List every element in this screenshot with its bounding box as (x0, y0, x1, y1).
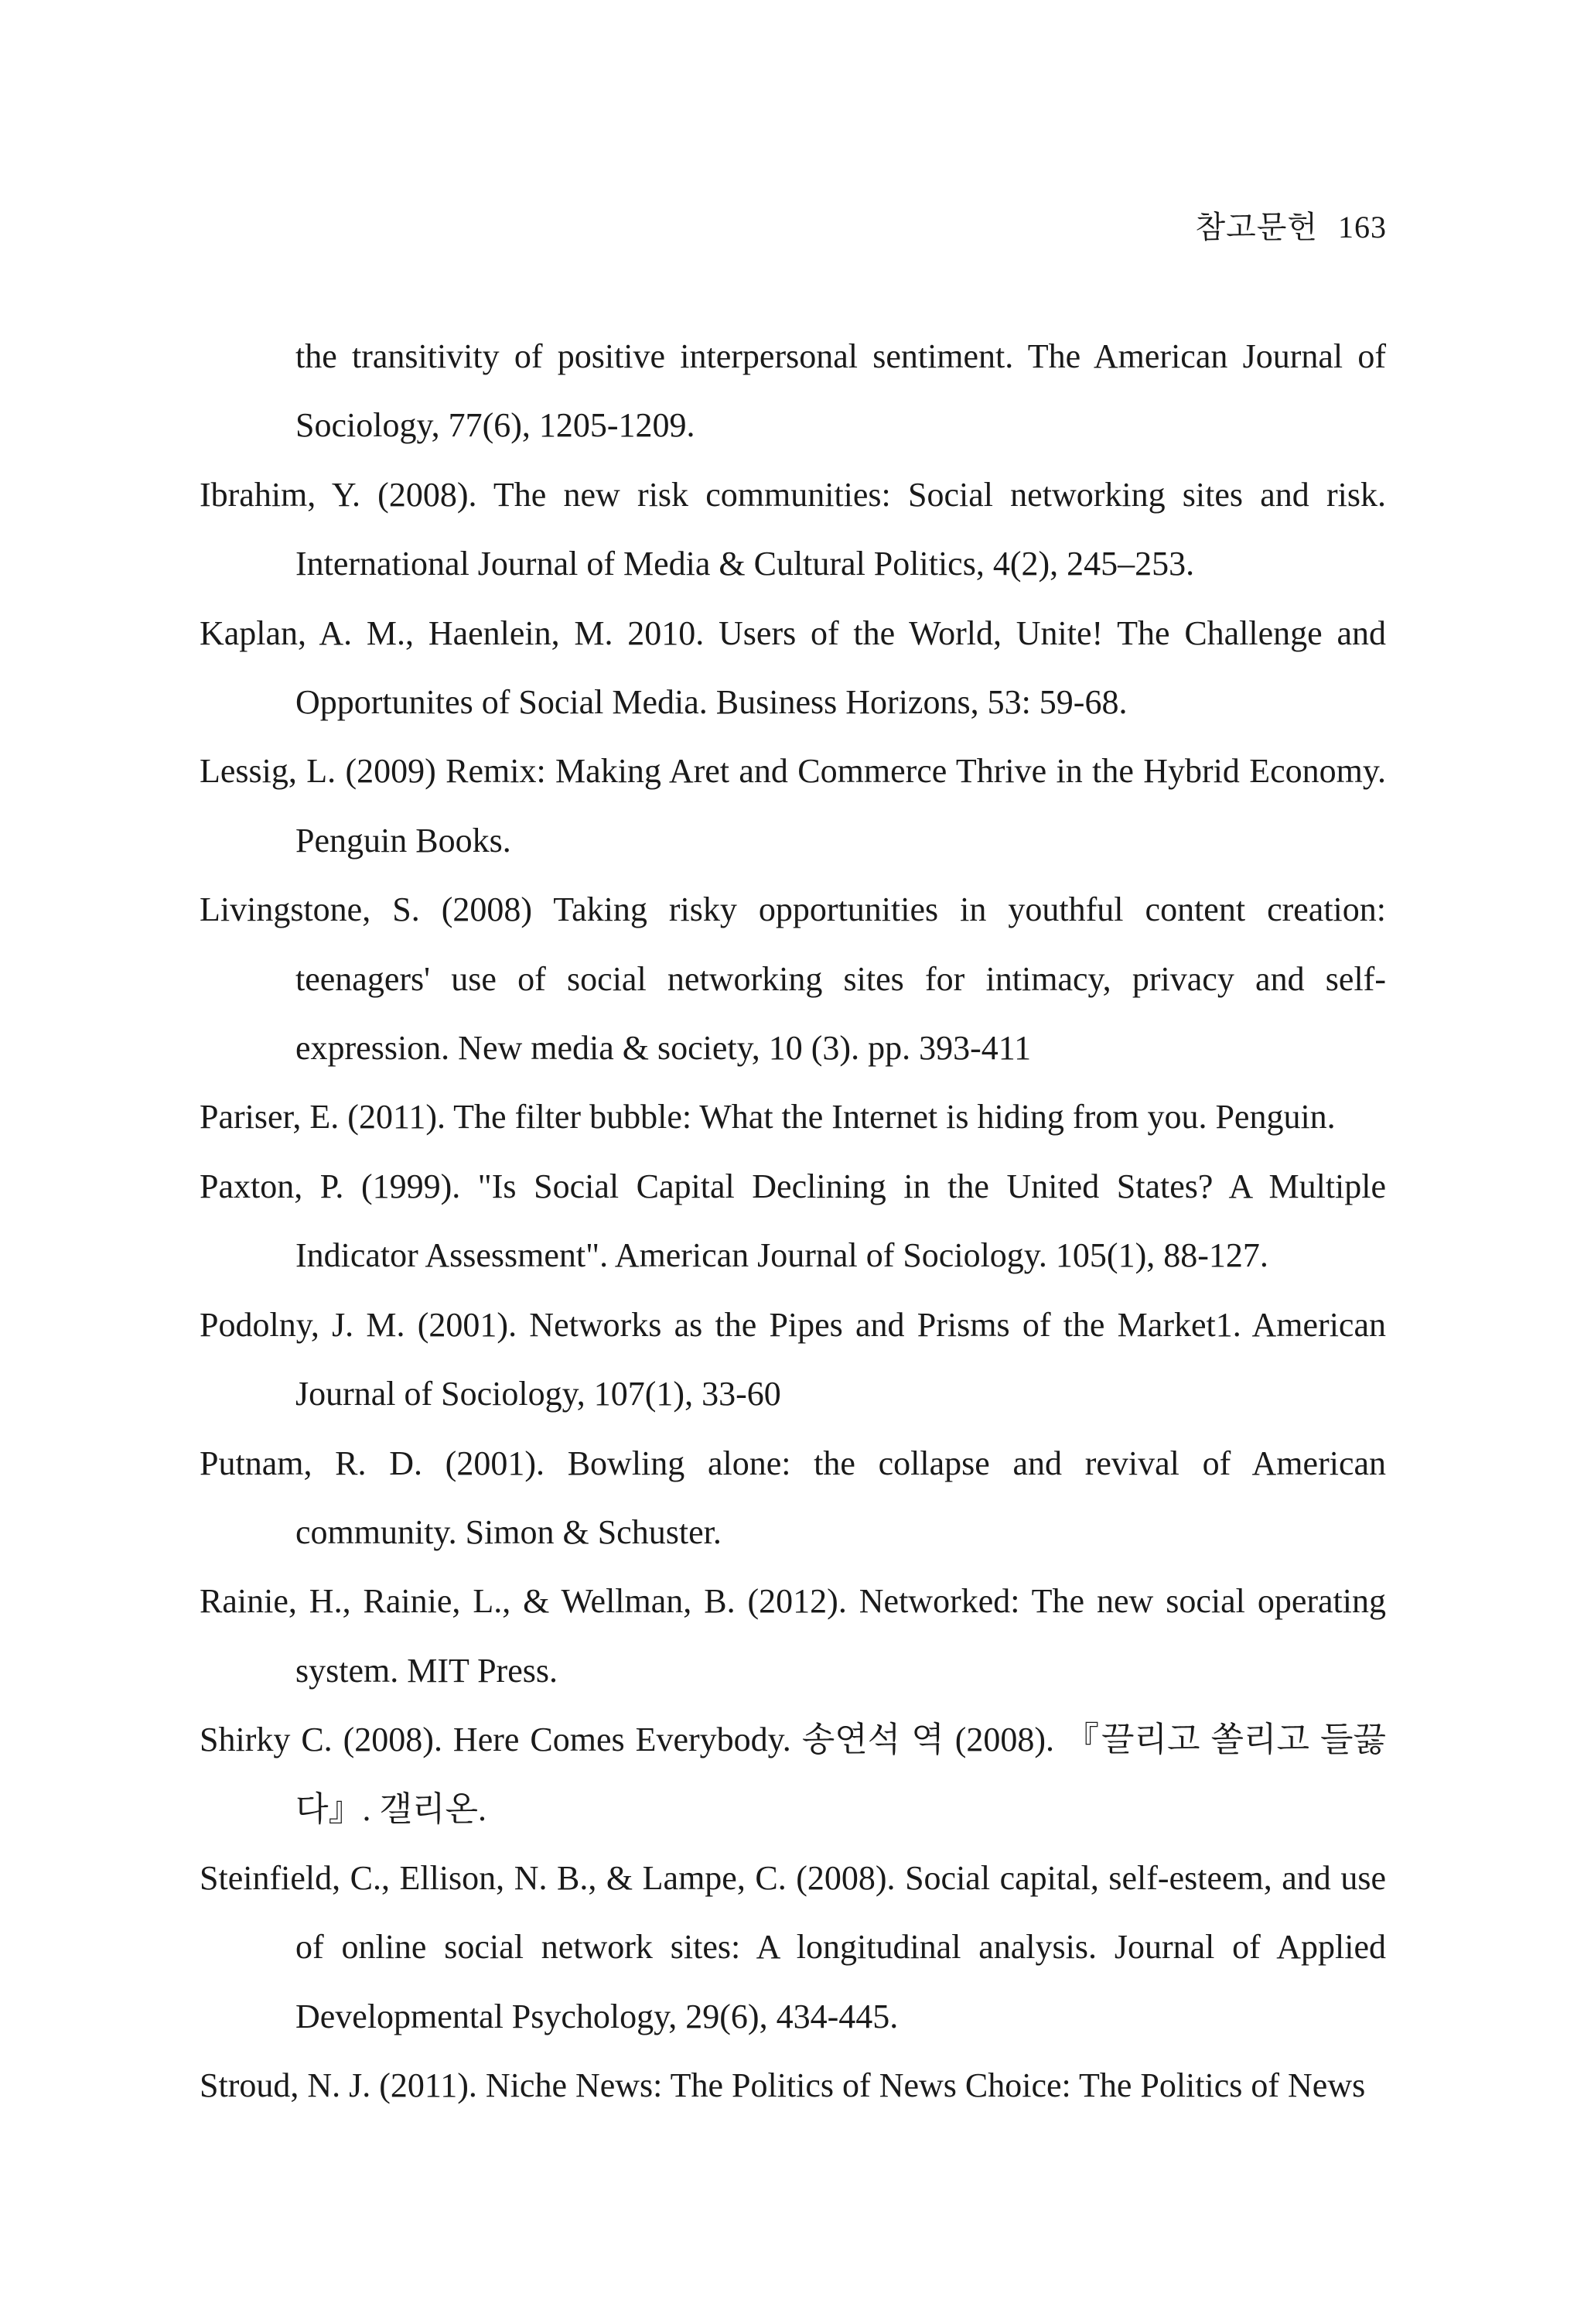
reference-entry-stroud: Stroud, N. J. (2011). Niche News: The Politics of News Choice: The Politics of News (200, 2066, 1366, 2105)
reference-entry-shirky: Shirky C. (2008). Here Comes Everybody. 송연석 역 (2008). 『끌리고 쏠리고 들끓다』. 갤리온. (200, 1721, 1386, 1828)
reference-entry-pariser: Pariser, E. (2011). The filter bubble: What the Internet is hiding from you. Penguin. (200, 1098, 1336, 1136)
reference-entry-ibrahim: Ibrahim, Y. (2008). The new risk communities: Social networking sites and risk. International Journal of Media & Cultural Politics, 4(2), 245–253. (200, 475, 1386, 583)
reference-entry-lessig: Lessig, L. (2009) Remix: Making Aret and Commerce Thrive in the Hybrid Economy. Penguin Books. (200, 752, 1386, 860)
reference-entry-putnam: Putnam, R. D. (2001). Bowling alone: the collapse and revival of American community. Simon & Schuster. (200, 1444, 1386, 1551)
reference-entry-rainie: Rainie, H., Rainie, L., & Wellman, B. (2012). Networked: The new social operating system. MIT Press. (200, 1582, 1386, 1690)
page-number: 163 (1338, 210, 1387, 244)
reference-entry-podolny: Podolny, J. M. (2001). Networks as the Pipes and Prisms of the Market1. American Journal of Sociology, 107(1), 33-60 (200, 1305, 1386, 1413)
reference-entry-steinfield: Steinfield, C., Ellison, N. B., & Lampe, C. (2008). Social capital, self-esteem, and use of online social network sites: A longitudinal analysis. Journal of Applied Developmental Psychology, 29(6), 434-445. (200, 1858, 1386, 2035)
reference-entry-paxton: Paxton, P. (1999). "Is Social Capital Declining in the United States? A Multiple Indicator Assessment". American Journal of Sociology. 105(1), 88-127. (200, 1167, 1386, 1275)
reference-entry-livingstone: Livingstone, S. (2008) Taking risky opportunities in youthful content creation: teenagers' use of social networking sites for intimacy, privacy and self-expression. New media & society, 10 (3). pp. 393-411 (200, 890, 1386, 1068)
reference-entry-kaplan: Kaplan, A. M., Haenlein, M. 2010. Users of the World, Unite! The Challenge and Opportunites of Social Media. Business Horizons, 53: 59-68. (200, 613, 1386, 722)
running-head (1195, 203, 1387, 247)
running-head-title: 참고문헌 (1195, 210, 1318, 244)
reference-list (200, 322, 1386, 2121)
reference-entry-continued: the transitivity of positive interpersonal sentiment. The American Journal of Sociology, 77(6), 1205-1209. (295, 337, 1386, 445)
